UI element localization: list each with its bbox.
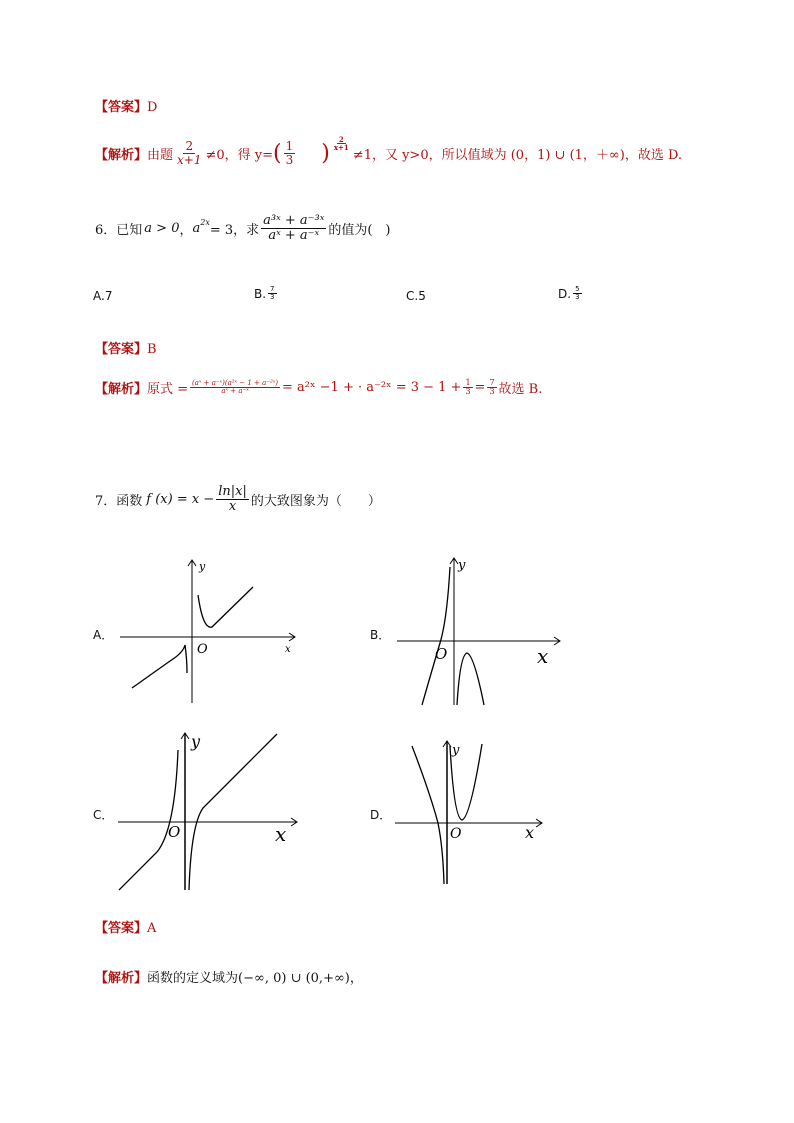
y-axis-label: y	[199, 560, 206, 573]
graph-d	[392, 738, 552, 886]
separator: ，	[179, 222, 193, 238]
graph-b	[392, 555, 567, 707]
option-b	[254, 286, 279, 302]
question-number: 7．函数	[95, 493, 143, 509]
q5-analysis-line	[95, 135, 683, 167]
frac-num: 5	[575, 285, 580, 293]
x-axis-label: x	[275, 822, 287, 846]
one-third-fraction	[463, 379, 472, 397]
option-b-fraction	[268, 286, 276, 302]
frac-num: 1	[285, 139, 294, 153]
right-paren: )	[321, 140, 330, 166]
option-c: C.5	[406, 289, 426, 303]
function-expr: f (x) = x −	[146, 491, 215, 507]
fraction-2-over-x1	[175, 140, 203, 166]
analysis-eq2: =	[474, 380, 486, 395]
q7-stem	[95, 485, 381, 513]
x-axis-label: x	[285, 644, 291, 655]
exponent-fraction	[332, 136, 351, 152]
option-d	[558, 286, 584, 302]
analysis-big-fraction	[190, 380, 280, 396]
q6-stem	[95, 214, 391, 242]
frac-num: 2	[338, 135, 344, 144]
analysis-eq1: = a²ˣ −1 + · a⁻²ˣ = 3 − 1 +	[282, 380, 462, 395]
frac-den: 3	[285, 152, 294, 167]
x-axis-label: x	[537, 644, 549, 668]
option-d-fraction	[573, 286, 581, 302]
question-tail: 的值为( )	[328, 222, 391, 238]
condition-a-positive: a > 0	[144, 220, 180, 236]
frac-den: 3	[489, 387, 495, 396]
answer-value: D	[147, 100, 158, 115]
q7-analysis-line	[95, 967, 363, 986]
option-a: A.7	[93, 289, 113, 303]
frac-num: ln|x|	[218, 484, 247, 499]
frac-den: 3	[465, 387, 471, 396]
origin-label: O	[435, 645, 448, 663]
frac-num: 7	[489, 377, 495, 387]
condition-base: a	[192, 220, 201, 236]
answer-tag: 【答案】	[95, 921, 148, 936]
option-label: B.	[254, 286, 267, 301]
answer-tag: 【答案】	[95, 100, 148, 115]
graph-c	[115, 730, 307, 895]
y-axis-label: y	[452, 743, 460, 758]
answer-value: B	[147, 342, 157, 357]
frac-den: aˣ + a⁻ˣ	[268, 227, 320, 243]
graph-label-a: A．	[93, 628, 114, 642]
condition-exp: 2x	[200, 218, 210, 227]
q6-main-fraction	[261, 214, 326, 242]
origin-label: O	[197, 642, 208, 657]
graph-a	[115, 555, 305, 705]
analysis-tag: 【解析】	[95, 382, 148, 397]
frac-den: aˣ + a⁻ˣ	[221, 387, 249, 395]
left-paren: (	[273, 140, 282, 166]
frac-den: 3	[575, 293, 580, 302]
q7-fraction	[216, 485, 249, 513]
neq-zero-text: ≠0，得 y=	[205, 147, 274, 163]
graph-label-c: C．	[93, 808, 114, 822]
question-number: 6．已知	[95, 222, 143, 238]
option-label: D.	[558, 286, 572, 301]
condition-eq: = 3，求	[209, 222, 260, 238]
analysis-text: 函数的定义域为	[147, 971, 239, 986]
seven-third-fraction	[487, 379, 496, 397]
frac-den: x+1	[333, 143, 349, 153]
q6-answer-line	[95, 338, 157, 357]
domain-expression: (−∞, 0) ∪ (0,+∞)，	[238, 971, 363, 986]
graph-label-d: D．	[370, 808, 392, 822]
fraction-1-over-3	[284, 140, 296, 166]
graph-label-b: B．	[370, 628, 391, 642]
frac-num: 1	[465, 377, 471, 387]
frac-den: x	[228, 498, 237, 514]
analysis-end: 故选 B.	[498, 382, 543, 397]
analysis-prefix: 由题	[147, 147, 174, 163]
q7-answer-line	[95, 917, 156, 936]
y-axis-label: y	[191, 732, 201, 751]
analysis-tag: 【解析】	[95, 147, 148, 163]
analysis-rest: ≠1，又 y>0，所以值域为 (0，1) ∪ (1，＋∞)，故选 D.	[352, 147, 683, 163]
frac-num: 2	[185, 139, 194, 153]
analysis-tag: 【解析】	[95, 971, 148, 986]
frac-den: 3	[270, 293, 275, 302]
frac-num: 7	[270, 285, 275, 293]
origin-label: O	[168, 823, 181, 841]
q5-answer-line	[95, 96, 157, 115]
y-axis-label: y	[458, 558, 466, 573]
analysis-prefix: 原式 =	[147, 382, 189, 397]
answer-tag: 【答案】	[95, 342, 148, 357]
x-axis-label: x	[525, 823, 535, 842]
frac-num: (aˣ + a⁻ˣ)(a²ˣ − 1 + a⁻²ˣ)	[192, 378, 279, 387]
frac-num: a³ˣ + a⁻³ˣ	[263, 213, 325, 228]
answer-value: A	[147, 921, 157, 936]
question-tail: 的大致图象为（ ）	[250, 493, 381, 509]
q6-analysis-line	[95, 378, 542, 397]
origin-label: O	[450, 826, 462, 842]
frac-den: x+1	[177, 152, 202, 167]
